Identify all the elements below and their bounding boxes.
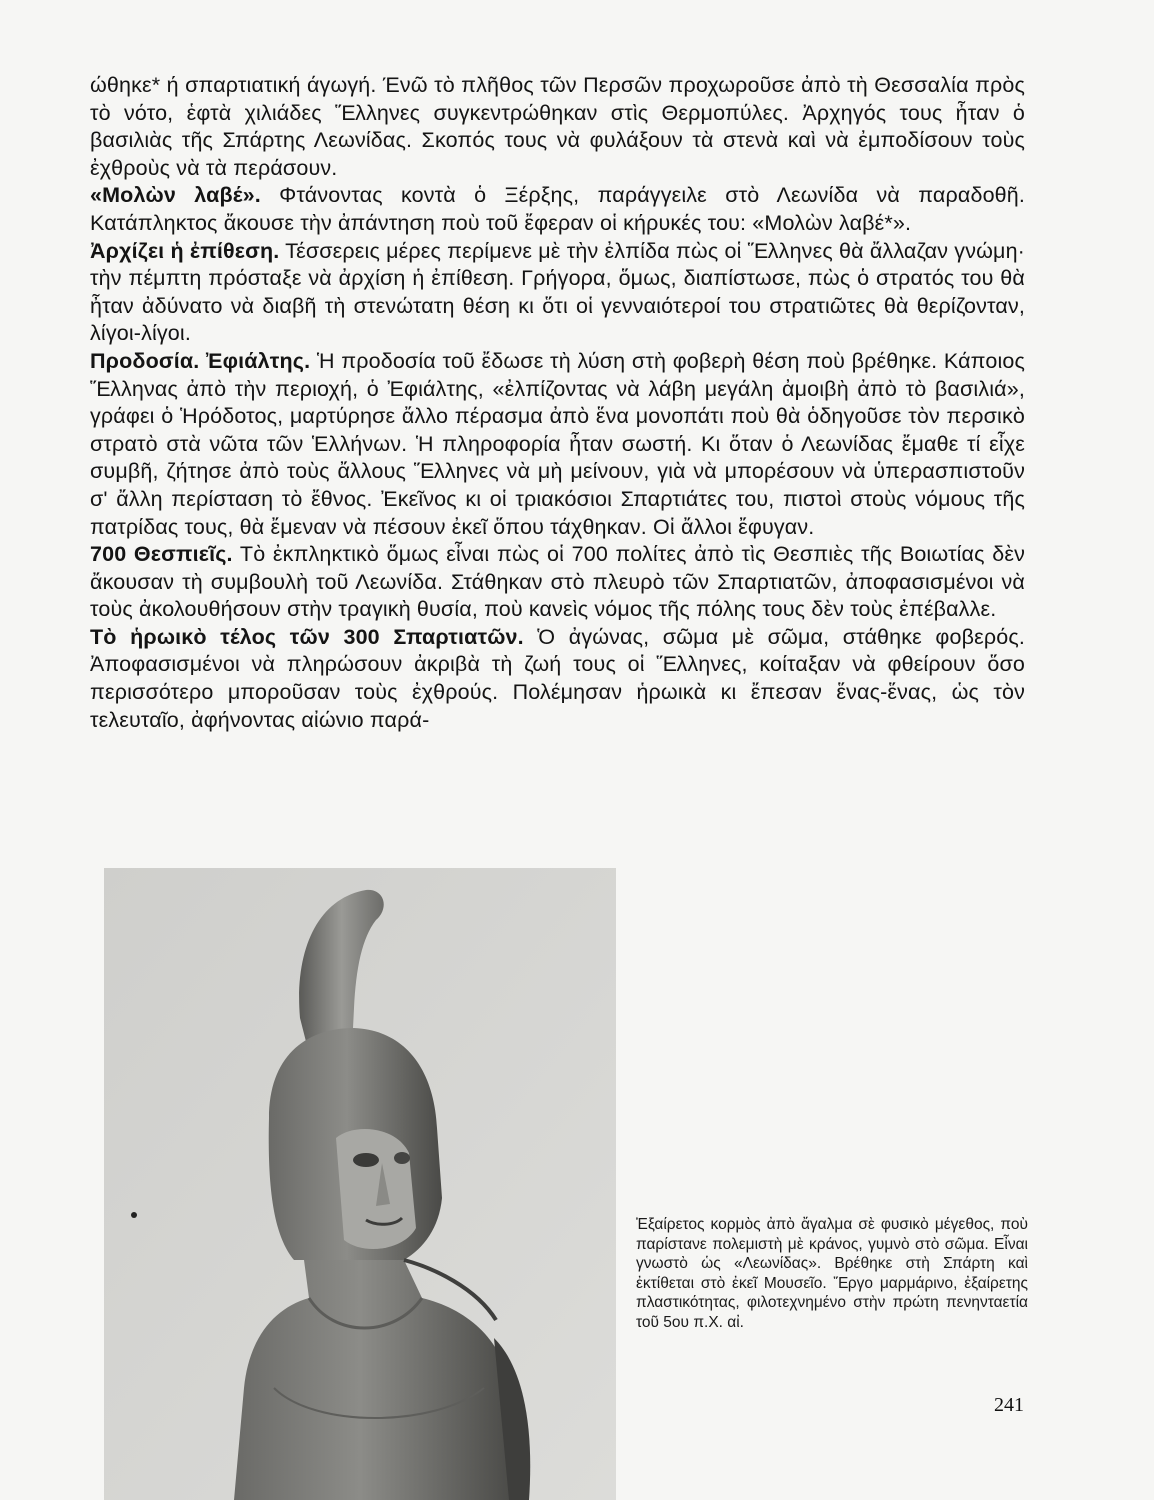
section-heading: «Μολὼν λαβέ». [90,183,261,208]
paragraph-heroic-end [90,624,1025,734]
paragraph-text: ώθηκε* ή σπαρτιατική άγωγή. Ένῶ τὸ πλῆθος τῶν Περσῶν προχωροῦσε ἀπὸ τὴ Θεσσαλία πρὸς τὸ νότο, ἑφτὰ χιλιάδες Ἕλληνες συγκεντρώθηκαν στὶς Θερμοπύλες. Ἀρχηγός τους ἦταν ὁ βασιλιὰς τῆς Σπάρτης Λεωνίδας. Σκοπός τους νὰ φυλάξουν τὰ στενὰ καὶ νὰ ἐμποδίσουν τοὺς ἐχθροὺς νὰ τὰ περάσουν. [90,73,1025,180]
paragraph-attack-begins [90,238,1025,348]
section-heading: Τὸ ἡρωικὸ τέλος τῶν 300 Σπαρτιατῶν. [90,624,524,649]
figure-caption: Ἐξαίρετος κορμὸς ἀπὸ ἄγαλμα σὲ φυσικὸ μέγεθος, ποὺ παρίστανε πολεμιστὴ μὲ κράνος, γυμνὸ στὸ σῶμα. Εἶναι γνωστὸ ὡς «Λεωνίδας». Βρέθηκε στὴ Σπάρτη καὶ ἐκτίθεται στὸ ἐκεῖ Μουσεῖο. Ἔργο μαρμάρινο, ἐξαίρετης πλαστικότητας, φιλοτεχνημένο στὴν πρώτη πενηνταετία τοῦ 5ου π.Χ. αἰ. [636,1216,1028,1331]
paragraph-text: Ὁ ἀγώνας, σῶμα μὲ σῶμα, στάθηκε φοβερός. Ἀποφασισμένοι νὰ πληρώσουν ἀκριβὰ τὴ ζωή τους οἱ Ἕλληνες, κοίταξαν νὰ φθείρουν ὅσο περισσότερο μποροῦσαν τοὺς ἐχθρούς. Πολέμησαν ἡρωικὰ κι ἔπεσαν ἕνας-ἕνας, ὡς τὸν τελευταῖο, ἀφήνοντας αἰώνιο παρά- [90,624,1025,732]
paragraph-text: Φτάνοντας κοντὰ ὁ Ξέρξης, παράγγειλε στὸ Λεωνίδα νὰ παραδοθῆ. Κατάπληκτος ἄκουσε τὴν ἀπάντηση ποὺ τοῦ ἔφεραν οἱ κήρυκές του: «Μολὼν λαβέ*». [90,183,1026,235]
main-text [90,72,1025,734]
paragraph-betrayal [90,348,1025,541]
paragraph-intro [90,72,1025,182]
paragraph-text: Τὸ ἐκπληκτικὸ ὅμως εἶναι πὼς οἱ 700 πολίτες ἀπὸ τὶς Θεσπιὲς τῆς Βοιωτίας δὲν ἄκουσαν τὴ συμβουλὴ τοῦ Λεωνίδα. Στάθηκαν στὸ πλευρὸ τῶν Σπαρτιατῶν, ἀποφασισμένοι νὰ τοὺς ἀκολουθήσουν στὴν τραγικὴ θυσία, ποὺ κανεὶς νόμος τῆς πόλης τους δὲν τοὺς ἐπέβαλλε. [90,542,1025,622]
page-number: 241 [994,1394,1024,1416]
statue-photo [104,868,616,1500]
section-heading: Προδοσία. Ἐφιάλτης. [90,348,311,373]
statue-image [104,868,616,1500]
paragraph-text: Τέσσερεις μέρες περίμενε μὲ τὴν ἐλπίδα πὼς οἱ Ἕλληνες θὰ ἄλλαζαν γνώμη· τὴν πέμπτη πρόσταξε νὰ ἀρχίση ἡ ἐπίθεση. Γρήγορα, ὅμως, διαπίστωσε, πὼς ὁ στρατός του θὰ ἦταν ἀδύνατο νὰ διαβῆ τὴ στενώτατη θέση κι ὅτι οἱ γενναιότεροί του στρατιῶτες θὰ θερίζονταν, λίγοι-λίγοι. [90,238,1025,346]
paragraph-molon-labe [90,182,1025,237]
section-heading: Ἀρχίζει ἡ ἐπίθεση. [90,238,280,263]
paragraph-thespians [90,541,1025,624]
paragraph-text: Ἡ προδοσία τοῦ ἔδωσε τὴ λύση στὴ φοβερὴ θέση ποὺ βρέθηκε. Κάποιος Ἕλληνας ἀπὸ τὴν περιοχή, ὁ Ἐφιάλτης, «ἐλπίζοντας νὰ λάβη μεγάλη ἀμοιβὴ ἀπὸ τὸ βασιλιά», γράφει ὁ Ἡρόδοτος, μαρτύρησε ἄλλο πέρασμα ἀπὸ ἕνα μονοπάτι ποὺ θὰ ὁδηγοῦσε τὸν περσικὸ στρατὸ στὰ νῶτα τῶν Ἑλλήνων. Ἡ πληροφορία ἦταν σωστή. Κι ὅταν ὁ Λεωνίδας ἔμαθε τί εἶχε συμβῆ, ζήτησε ἀπὸ τοὺς ἄλλους Ἕλληνες νὰ μὴ μείνουν, γιὰ νὰ μπορέσουν νὰ ὑπερασπιστοῦν σ' ἄλλη περίσταση τὸ ἔθνος. Ἐκεῖνος κι οἱ τριακόσιοι Σπαρτιάτες του, πιστοὶ στοὺς νόμους τῆς πατρίδας τους, θὰ ἔμεναν νὰ πέσουν ἐκεῖ ὅπου τάχθηκαν. Οἱ ἄλλοι ἔφυγαν. [90,348,1025,539]
section-heading: 700 Θεσπιεῖς. [90,542,233,567]
